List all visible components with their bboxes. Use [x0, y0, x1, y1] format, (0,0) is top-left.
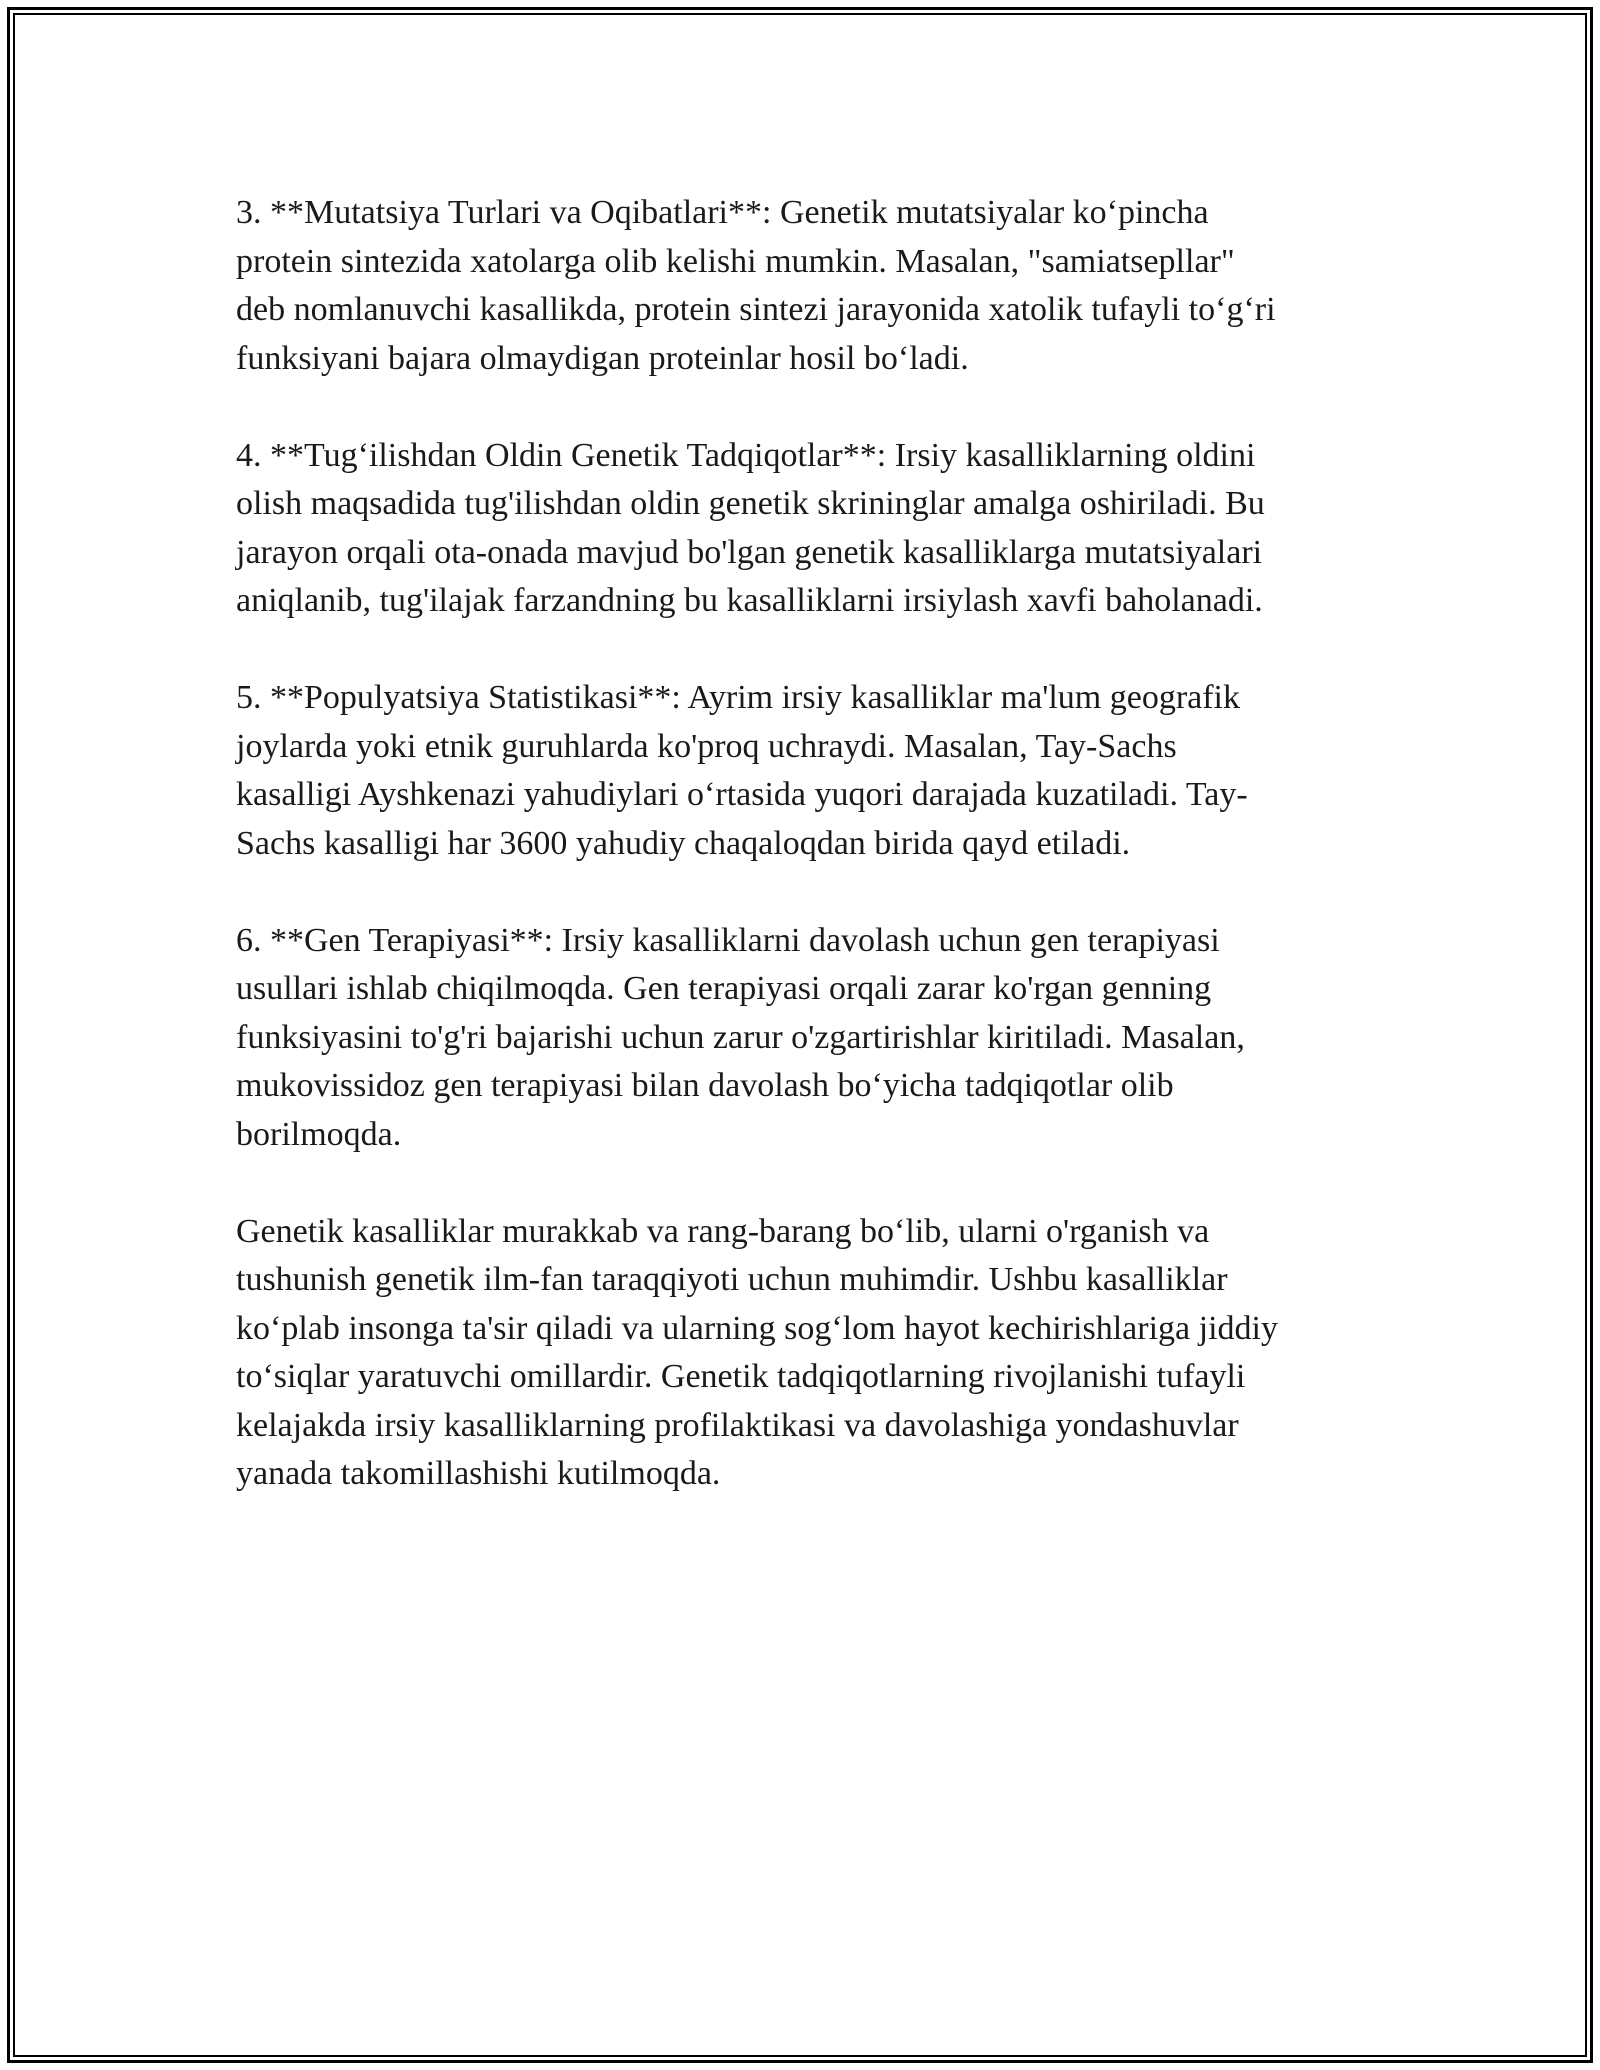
paragraph-gene-therapy: 6. **Gen Terapiyasi**: Irsiy kasalliklarni davolash uchun gen terapiyasi usullari ishlab chiqilmoqda. Gen terapiyasi orqali zarar ko'rgan genning funksiyasini to'g'ri bajarishi uchun zarur o'zgartirishlar kiritiladi. Masalan, mukovissidoz gen terapiyasi bilan davolash bo‘yicha tadqiqotlar olib borilmoqda. — [236, 921, 1245, 1153]
paragraph-mutation-types: 3. **Mutatsiya Turlari va Oqibatlari**: Genetik mutatsiyalar ko‘pincha protein sintezida xatolarga olib kelishi mumkin. Masalan, "samiatsepllar" deb nomlanuvchi kasallikda, protein sintezi jarayonida xatolik tufayli to‘g‘ri funksiyani bajara olmaydigan proteinlar hosil bo‘ladi. — [236, 194, 1276, 377]
paragraph-population-statistics: 5. **Populyatsiya Statistikasi**: Ayrim irsiy kasalliklar ma'lum geografik joylarda yoki etnik guruhlarda ko'proq uchraydi. Masalan, Tay-Sachs kasalligi Ayshkenazi yahudiylari o‘rtasida yuqori darajada kuzatiladi. Tay- Sachs kasalligi har 3600 yahudiy chaqaloqdan birida qayd etiladi. — [236, 679, 1248, 862]
document-body — [236, 189, 1366, 1499]
paragraph-prenatal-testing: 4. **Tug‘ilishdan Oldin Genetik Tadqiqotlar**: Irsiy kasalliklarning oldini olish maqsadida tug'ilishdan oldin genetik skrininglar amalga oshiriladi. Bu jarayon orqali ota-onada mavjud bo'lgan genetik kasalliklarga mutatsiyalari aniqlanib, tug'ilajak farzandning bu kasalliklarni irsiylash xavfi baholanadi. — [236, 436, 1265, 619]
paragraph-conclusion: Genetik kasalliklar murakkab va rang-barang bo‘lib, ularni o'rganish va tushunish genetik ilm-fan taraqqiyoti uchun muhimdir. Ushbu kasalliklar ko‘plab insonga ta'sir qiladi va ularning sog‘lom hayot kechirishlariga jiddiy to‘siqlar yaratuvchi omillardir. Genetik tadqiqotlarning rivojlanishi tufayli kelajakda irsiy kasalliklarning profilaktikasi va davolashiga yondashuvlar yanada takomillashishi kutilmoqda. — [236, 1212, 1278, 1492]
